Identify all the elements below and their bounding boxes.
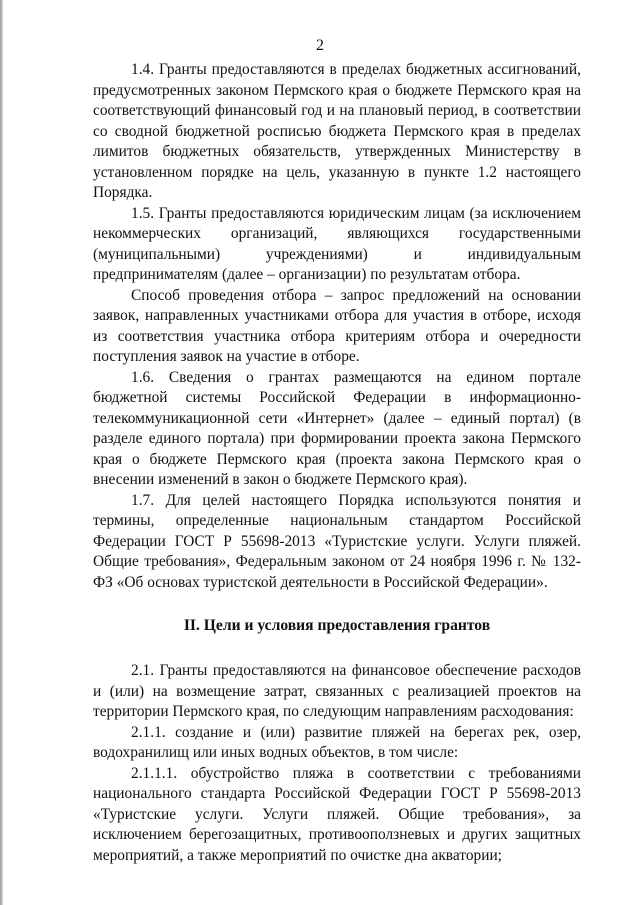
paragraph-2-1-1-1: 2.1.1.1. обустройство пляжа в соответствии с требованиями национального стандарта Российской Федерации ГОСТ Р 55698-2013 «Туристские услуги. Услуги пляжей. Общие требования», за исключением берегозащитных, противооползневых и других защитных мероприятий, а также мероприятий по очистке дна акватории; [93,764,581,864]
document-body [93,60,581,866]
paragraph-2-1: 2.1. Гранты предоставляются на финансовое обеспечение расходов и (или) на возмещение затрат, связанных с реализацией проектов на территории Пермского края, по следующим направлениям расходования: [93,662,581,720]
paragraph-1-4: 1.4. Гранты предоставляются в пределах бюджетных ассигнований, предусмотренных законом Пермского края о бюджете Пермского края на соответствующий финансовый год и на плановый период, в соответствии со сводной бюджетной росписью бюджета Пермского края в пределах лимитов бюджетных обязательств, утвержденных Министерству в установленном порядке на цель, указанную в пункте 1.2 настоящего Порядка. [93,61,581,201]
page-number: 2 [316,37,324,54]
paragraph-1-5: 1.5. Гранты предоставляются юридическим лицам (за исключением некоммерческих организаций, являющихся государственными (муниципальными) учреждениями) и индивидуальным предпринимателям (далее – организации) по результатам отбора. [93,204,581,283]
paragraph-1-6: 1.6. Сведения о грантах размещаются на едином портале бюджетной системы Российской Федерации в информационно-телекоммуникационной сети «Интернет» (далее – единый портал) (в разделе единого портала) при формировании проекта закона Пермского края о бюджете Пермского края (проекта закона Пермского края о внесении изменений в закон о бюджете Пермского края). [93,368,581,488]
section-heading: II. Цели и условия предоставления грантов [183,617,491,634]
scan-left-edge [0,0,3,905]
paragraph-selection-method: Способ проведения отбора – запрос предложений на основании заявок, направленных участниками отбора для участия в отборе, исходя из соответствия участника отбора критериям отбора и очередности поступления заявок на участие в отборе. [93,286,581,365]
paragraph-2-1-1: 2.1.1. создание и (или) развитие пляжей на берегах рек, озер, водохранилищ или иных водных объектов, в том числе: [93,723,581,761]
paragraph-1-7: 1.7. Для целей настоящего Порядка используются понятия и термины, определенные национальным стандартом Российской Федерации ГОСТ Р 55698-2013 «Туристские услуги. Услуги пляжей. Общие требования», Федеральным законом от 24 ноября 1996 г. № 132-ФЗ «Об основах туристской деятельности в Российской Федерации». [93,491,581,591]
